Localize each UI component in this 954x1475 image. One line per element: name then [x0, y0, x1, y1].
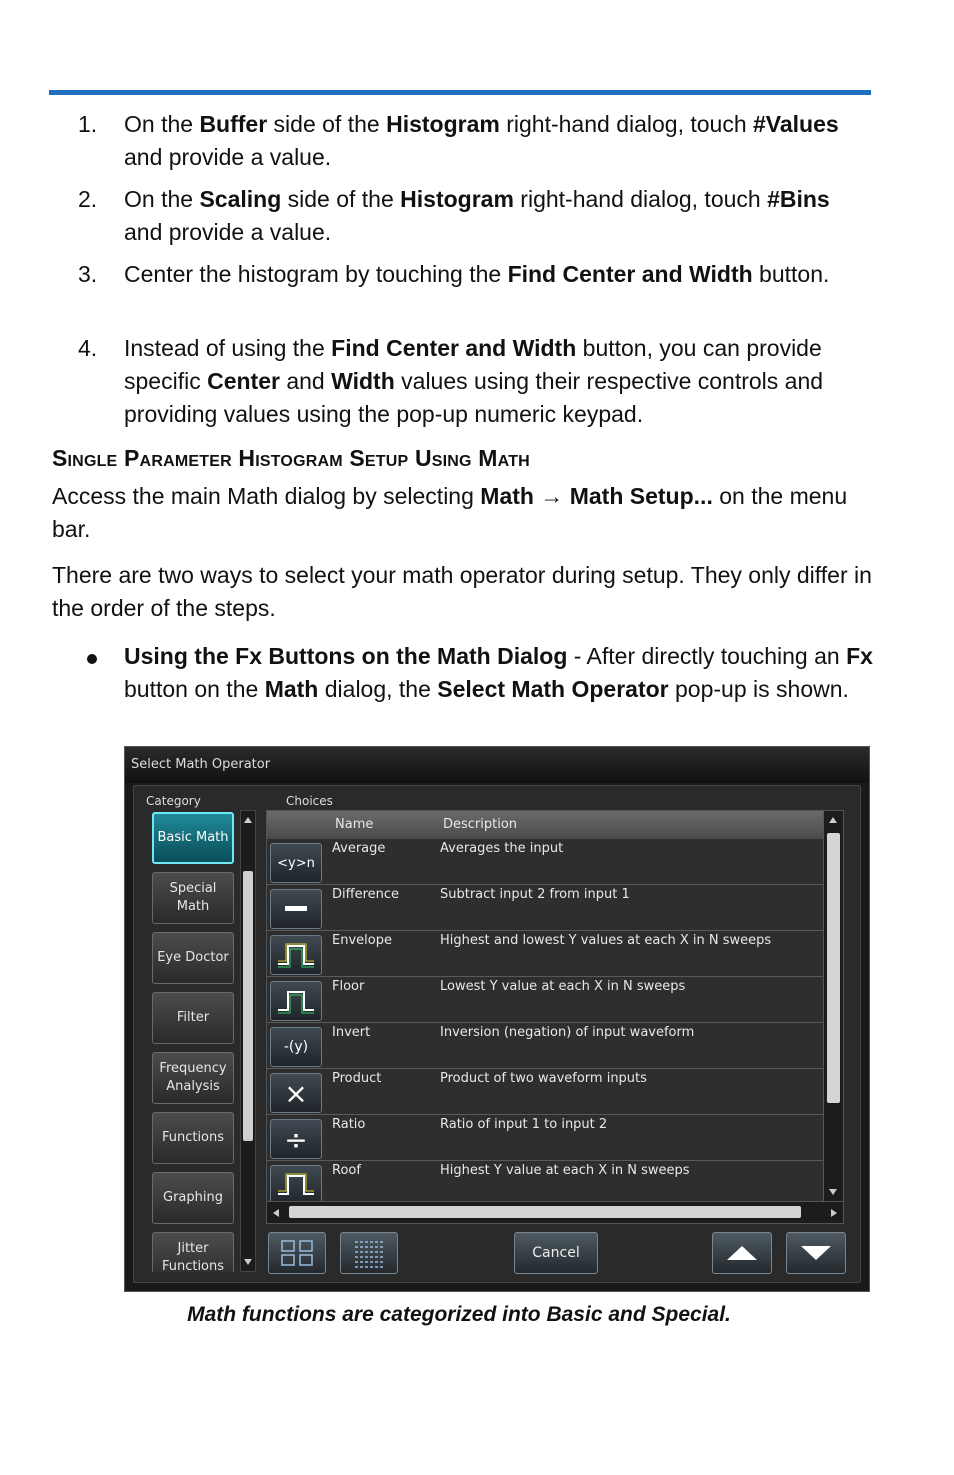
- page-down-button[interactable]: [786, 1232, 846, 1274]
- bullet-text: Using the Fx Buttons on the Math Dialog - After directly touching an Fx button on the Math dialog, the Select Math Operator pop-up is shown.: [124, 643, 873, 702]
- floor-glyph: [276, 988, 316, 1014]
- scroll-down-icon[interactable]: [829, 1189, 837, 1195]
- step-text: Center the histogram by touching the Find Center and Width button.: [124, 261, 830, 287]
- list-view-button[interactable]: [340, 1232, 398, 1274]
- step-text: On the Scaling side of the Histogram right-hand dialog, touch #Bins and provide a value.: [124, 186, 830, 245]
- multiply-icon[interactable]: ×: [270, 1073, 322, 1113]
- operator-row-envelope[interactable]: [267, 931, 823, 977]
- minus-icon[interactable]: [270, 889, 322, 929]
- scroll-right-icon[interactable]: [831, 1209, 837, 1217]
- choices-label: Choices: [286, 794, 333, 808]
- operator-row-invert[interactable]: [267, 1023, 823, 1069]
- scroll-thumb[interactable]: [243, 871, 253, 1141]
- figure-caption: Math functions are categorized into Basic and Special.: [187, 1303, 731, 1326]
- operator-row-ratio[interactable]: [267, 1115, 823, 1161]
- arrow-up-icon: [727, 1246, 757, 1260]
- category-eye-doctor[interactable]: Eye Doctor: [152, 932, 234, 984]
- category-frequency-analysis[interactable]: Frequency Analysis: [152, 1052, 234, 1104]
- dialog-title: Select Math Operator: [125, 747, 869, 783]
- operator-description: Averages the input: [440, 841, 564, 856]
- step-number: 4.: [78, 335, 98, 361]
- roof-glyph: [276, 1172, 316, 1198]
- scroll-thumb[interactable]: [289, 1206, 801, 1218]
- operator-name: Ratio: [332, 1117, 366, 1132]
- category-label: Category: [146, 794, 201, 808]
- bullet-dot: [87, 654, 97, 664]
- paragraph-access: Access the main Math dialog by selecting Math → Math Setup... on the menu bar.: [52, 483, 848, 542]
- operator-description: Highest and lowest Y values at each X in N sweeps: [440, 933, 772, 948]
- category-graphing[interactable]: Graphing: [152, 1172, 234, 1224]
- operator-name: Product: [332, 1071, 382, 1086]
- operator-description: Subtract input 2 from input 1: [440, 887, 630, 902]
- operator-row-difference[interactable]: [267, 885, 823, 931]
- operator-name: Roof: [332, 1163, 361, 1178]
- scroll-down-icon[interactable]: [244, 1259, 252, 1265]
- category-scrollbar[interactable]: [240, 810, 256, 1272]
- category-basic-math[interactable]: Basic Math: [152, 812, 234, 864]
- scroll-thumb[interactable]: [827, 833, 840, 1103]
- envelope-waveform-icon[interactable]: [270, 935, 322, 975]
- operator-name: Invert: [332, 1025, 371, 1040]
- choices-horizontal-scrollbar[interactable]: [267, 1201, 843, 1223]
- scroll-left-icon[interactable]: [273, 1209, 279, 1217]
- operator-name: Difference: [332, 887, 400, 902]
- step-text: Instead of using the Find Center and Width button, you can provide specific Center and Width values using their respective controls and providing values using the pop-up numeric keypad.: [124, 335, 824, 427]
- category-jitter-functions[interactable]: Jitter Functions: [152, 1232, 234, 1272]
- operator-description: Lowest Y value at each X in N sweeps: [440, 979, 686, 994]
- scroll-up-icon[interactable]: [829, 817, 837, 823]
- category-functions[interactable]: Functions: [152, 1112, 234, 1164]
- step-number: 3.: [78, 261, 98, 287]
- arrow-down-icon: [801, 1246, 831, 1260]
- column-name-header: Name: [335, 817, 374, 832]
- operator-description: Ratio of input 1 to input 2: [440, 1117, 608, 1132]
- divide-icon[interactable]: ÷: [270, 1119, 322, 1159]
- page-up-button[interactable]: [712, 1232, 772, 1274]
- operator-row-average[interactable]: [267, 839, 823, 885]
- roof-waveform-icon[interactable]: [270, 1165, 322, 1205]
- choices-grid: [266, 810, 844, 1224]
- operator-name: Envelope: [332, 933, 392, 948]
- column-description-header: Description: [443, 817, 518, 832]
- operator-description: Product of two waveform inputs: [440, 1071, 647, 1086]
- dialog-body: [133, 785, 861, 1283]
- operator-description: Inversion (negation) of input waveform: [440, 1025, 695, 1040]
- envelope-glyph: [276, 942, 316, 968]
- step-number: 2.: [78, 186, 98, 212]
- grid-view-icon: [280, 1239, 314, 1267]
- step-number: 1.: [78, 111, 98, 137]
- operator-row-floor[interactable]: [267, 977, 823, 1023]
- icon-view-button[interactable]: [268, 1232, 326, 1274]
- operator-row-product[interactable]: [267, 1069, 823, 1115]
- category-list: [148, 810, 238, 1272]
- grid-header: [267, 811, 823, 839]
- operator-name: Floor: [332, 979, 365, 994]
- section-heading: Single Parameter Histogram Setup Using Math: [52, 445, 530, 471]
- list-view-icon: [352, 1238, 386, 1268]
- operator-description: Highest Y value at each X in N sweeps: [440, 1163, 690, 1178]
- minus-glyph: [285, 906, 307, 912]
- top-rule: [49, 90, 871, 95]
- cancel-button[interactable]: Cancel: [514, 1232, 598, 1274]
- invert-icon[interactable]: -(y): [270, 1027, 322, 1067]
- average-icon[interactable]: <y>n: [270, 843, 322, 883]
- step-text: On the Buffer side of the Histogram right-hand dialog, touch #Values and provide a value.: [124, 111, 839, 170]
- operator-name: Average: [332, 841, 386, 856]
- choices-vertical-scrollbar[interactable]: [823, 811, 843, 1201]
- select-math-operator-dialog: [124, 746, 870, 1292]
- category-filter[interactable]: Filter: [152, 992, 234, 1044]
- scroll-up-icon[interactable]: [244, 817, 252, 823]
- paragraph-ways: There are two ways to select your math operator during setup. They only differ in the order of the steps.: [52, 562, 872, 621]
- category-special-math[interactable]: Special Math: [152, 872, 234, 924]
- floor-waveform-icon[interactable]: [270, 981, 322, 1021]
